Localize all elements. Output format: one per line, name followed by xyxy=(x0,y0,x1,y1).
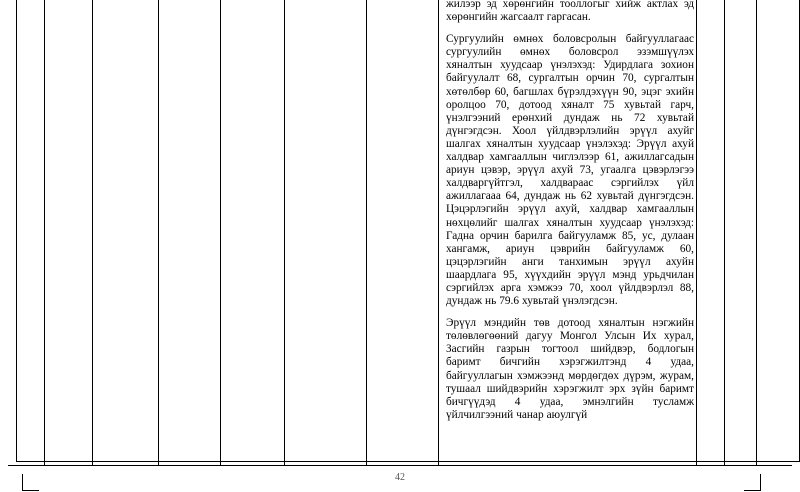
paragraph-1: жилээр эд хөрөнгийн тооллогыг хийж актлах эд хөрөнгийн жагсаалт гаргасан. xyxy=(446,0,694,24)
paragraph-3: Эрүүл мэндийн төв дотоод хяналтын нэгжийн төлөвлөгөөний дагуу Монгол Улсын Их хурал, Засгийн газрын тогтоол шийдвэр, бодлогын баримт бичгийн хэрэгжилтэнд 4 удаа, байгууллагын хэмжээнд мөрдөгдөх дүрэм, журам, тушаал шийдвэрийн хэрэгжилт эрх зүйн баримт бичгүүдэд 4 удаа, эмнэлгийн тусламж үйлчилгээний чанар аюулгүй xyxy=(446,317,694,421)
paragraph-2: Сургуулийн өмнөх боловсролын байгууллагаас сургуулийн өмнөх боловсрол эзэмшүүлэх хяналтын хуудсаар үнэлэхэд: Удирдлага зохион байгуулалт 68, сургалтын орчин 70, сургалтын хөтөлбөр 60, багшлах бүрэлдэхүүн 90, эцэг эхийн оролцоо 70, дотоод хяналт 75 хувьтай гарч, үнэлгээний ерөнхий дундаж нь 72 хувьтай дүнгэгдсэн. Хоол үйлдвэрлэлийн эрүүл ахуйг шалгах хяналтын хуудсаар үнэлэхэд: Эрүүл ахуй халдвар хамгааллын чиглэлээр 61, ажиллагсадын ариун цэвэр, эрүүл ахуй 73, угаалга цэвэрлэгээ халдваргүйтгэл, халдвараас сэргийлэх үйл ажиллагааа 64, дундаж нь 62 хувьтай дүнгэгдсэн. Цэцэрлэгийн эрүүл ахуй, халдвар хамгааллын нөхцөлийг шалгах хяналтын хуудсаар үнэлэхэд: Гадна орчин барилга байгууламж 85, ус, дулаан хангамж, ариун цэврийн байгууламж 60, цэцэрлэгийн анги танхимын эрүүл ахуйн шаардлага 95, хүүхдийн эрүүл мэнд урьдчилан сэргийлэх арга хэмжээ 70, хоол үйлдвэрлэл 88, дундаж нь 79.6 хувьтай үнэлэгдсэн. xyxy=(446,33,694,308)
table-column-divider-4 xyxy=(220,0,221,466)
table-column-divider-5 xyxy=(284,0,285,466)
report-table xyxy=(8,0,792,466)
table-column-divider-3 xyxy=(158,0,159,466)
table-column-divider-9 xyxy=(724,0,725,466)
table-column-divider-8 xyxy=(696,0,697,466)
table-column-divider-2 xyxy=(92,0,93,466)
crop-mark-bottom-right xyxy=(744,474,761,491)
table-column-divider-6 xyxy=(366,0,367,466)
crop-mark-bottom-left xyxy=(22,474,39,491)
table-column-divider-1 xyxy=(44,0,45,466)
page-number: 42 xyxy=(395,472,405,483)
table-bottom-rule xyxy=(8,465,792,466)
table-column-divider-10 xyxy=(756,0,757,466)
table-column-divider-7 xyxy=(438,0,439,466)
table-cell-narrative xyxy=(446,0,694,458)
